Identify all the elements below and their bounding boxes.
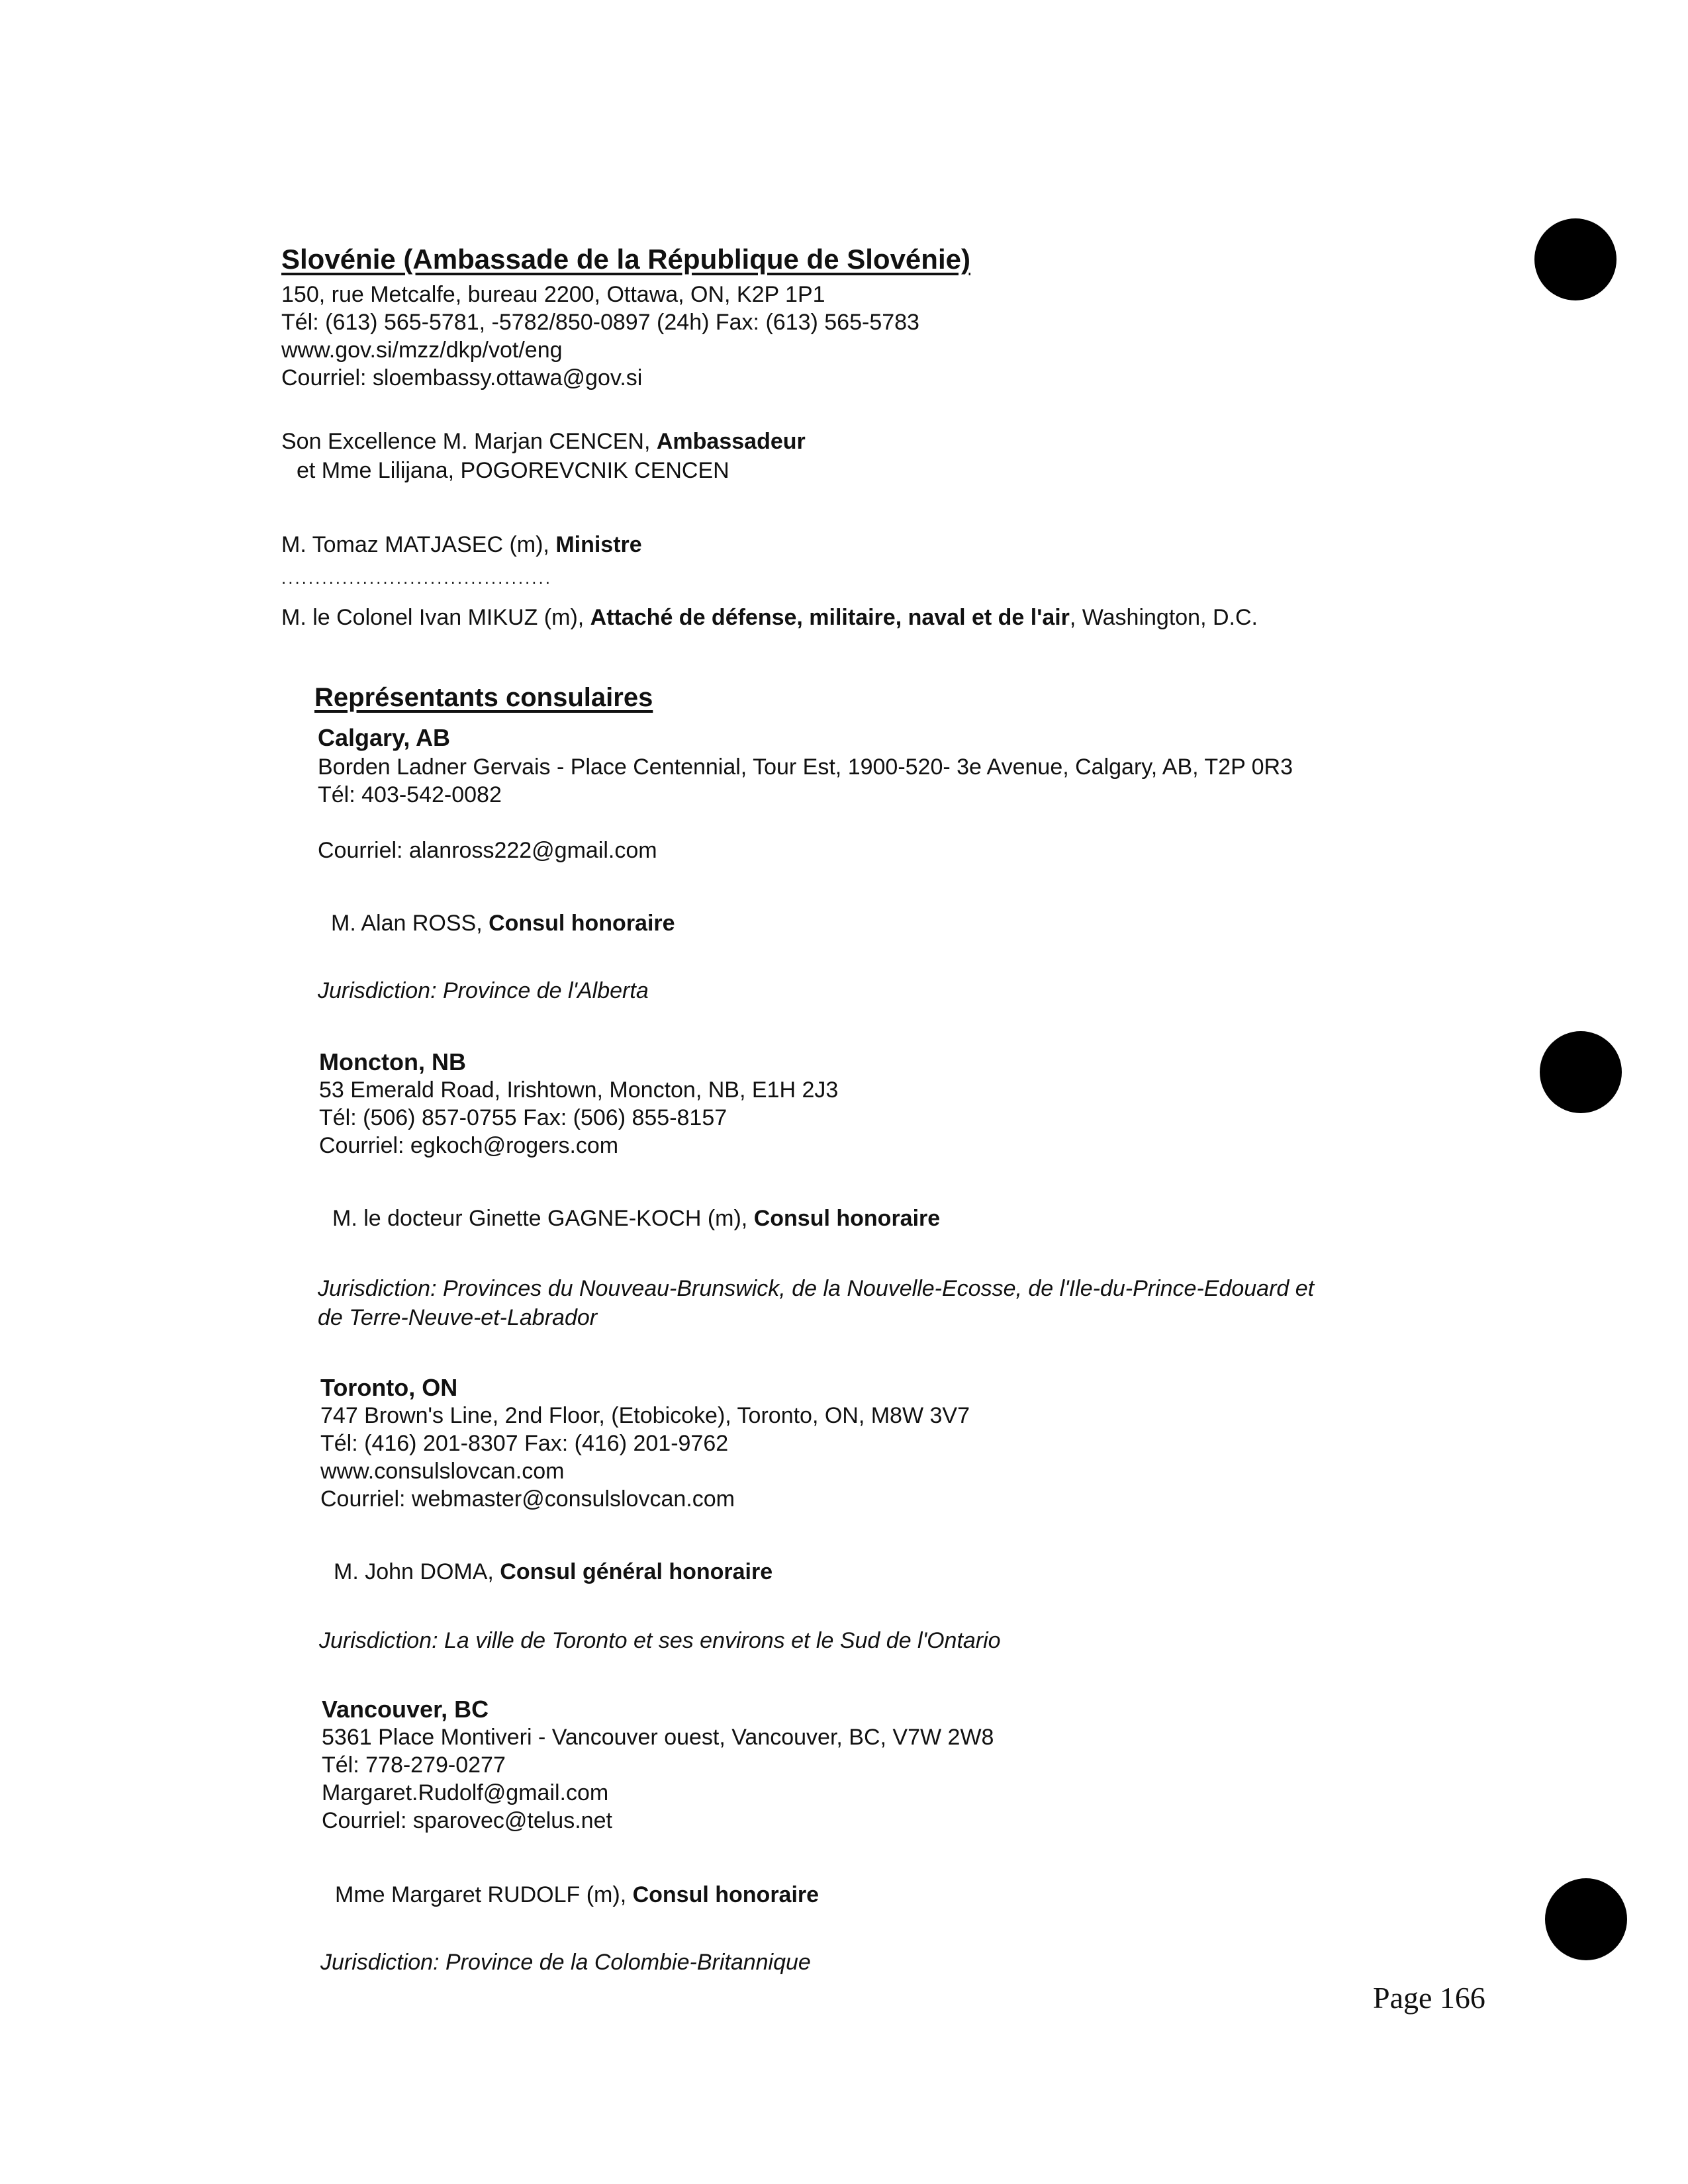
- attache-name: M. le Colonel Ivan MIKUZ (m),: [281, 605, 590, 630]
- embassy-address: 150, rue Metcalfe, bureau 2200, Ottawa, ON, K2P 1P1: [281, 282, 825, 307]
- office-phone: Tél: (416) 201-8307 Fax: (416) 201-9762: [320, 1431, 729, 1456]
- office-email[interactable]: Courriel: alanross222@gmail.com: [318, 838, 657, 863]
- office-email-alt[interactable]: Margaret.Rudolf@gmail.com: [322, 1780, 609, 1805]
- jurisdiction-label: Jurisdiction:: [320, 1950, 445, 1975]
- jurisdiction-continued: de Terre-Neuve-et-Labrador: [318, 1305, 598, 1330]
- jurisdiction-line: [318, 1275, 1314, 1302]
- separator-dots: ........................................: [281, 568, 552, 588]
- office-address: 747 Brown's Line, 2nd Floor, (Etobicoke), Toronto, ON, M8W 3V7: [320, 1403, 970, 1428]
- office-city: Moncton, NB: [319, 1048, 466, 1075]
- office-address: Borden Ladner Gervais - Place Centennial, Tour Est, 1900-520- 3e Avenue, Calgary, AB, T2P 0R3: [318, 754, 1293, 780]
- consul-line: [334, 1558, 773, 1586]
- page-number: Page 166: [1373, 1981, 1485, 2015]
- punch-hole-bottom: [1545, 1878, 1627, 1960]
- jurisdiction-label: Jurisdiction:: [319, 1628, 444, 1653]
- minister-title: Ministre: [555, 532, 642, 557]
- consul-line: [335, 1881, 819, 1909]
- jurisdiction-label: Jurisdiction:: [318, 1276, 443, 1301]
- consul-line: [332, 1205, 940, 1232]
- consular-heading: Représentants consulaires: [314, 683, 653, 712]
- embassy-website[interactable]: www.gov.si/mzz/dkp/vot/eng: [281, 338, 563, 363]
- attache-location: , Washington, D.C.: [1069, 605, 1258, 630]
- consul-name: Mme Margaret RUDOLF (m),: [335, 1882, 633, 1907]
- office-city: Toronto, ON: [320, 1374, 458, 1401]
- minister-line: [281, 531, 642, 559]
- embassy-phone: Tél: (613) 565-5781, -5782/850-0897 (24h) Fax: (613) 565-5783: [281, 310, 919, 335]
- consul-role: Consul général honoraire: [500, 1559, 773, 1584]
- attache-line: [281, 604, 1258, 631]
- minister-name: M. Tomaz MATJASEC (m),: [281, 532, 556, 557]
- ambassador-name: Son Excellence M. Marjan CENCEN,: [281, 429, 657, 454]
- consul-name: M. John DOMA,: [334, 1559, 500, 1584]
- attache-title: Attaché de défense, militaire, naval et de l'air: [590, 605, 1070, 630]
- office-website[interactable]: www.consulslovcan.com: [320, 1459, 565, 1484]
- office-address: 5361 Place Montiveri - Vancouver ouest, Vancouver, BC, V7W 2W8: [322, 1725, 994, 1750]
- office-city: Calgary, AB: [318, 724, 451, 751]
- jurisdiction-line: [320, 1948, 811, 1976]
- jurisdiction-text: Province de la Colombie-Britannique: [445, 1950, 811, 1975]
- punch-hole-middle: [1540, 1031, 1622, 1113]
- office-phone: Tél: (506) 857-0755 Fax: (506) 855-8157: [319, 1105, 727, 1130]
- consul-role: Consul honoraire: [753, 1206, 941, 1231]
- consul-name: M. le docteur Ginette GAGNE-KOCH (m),: [332, 1206, 754, 1231]
- office-phone: Tél: 778-279-0277: [322, 1752, 506, 1778]
- embassy-email[interactable]: Courriel: sloembassy.ottawa@gov.si: [281, 365, 643, 390]
- spouse-line: et Mme Lilijana, POGOREVCNIK CENCEN: [297, 458, 729, 483]
- office-email[interactable]: Courriel: egkoch@rogers.com: [319, 1133, 619, 1158]
- jurisdiction-text: Province de l'Alberta: [442, 978, 649, 1003]
- ambassador-line: [281, 428, 806, 455]
- consul-line: [331, 909, 675, 937]
- jurisdiction-label: Jurisdiction:: [318, 978, 443, 1003]
- office-address: 53 Emerald Road, Irishtown, Moncton, NB, E1H 2J3: [319, 1077, 839, 1103]
- consul-role: Consul honoraire: [632, 1882, 820, 1907]
- jurisdiction-text: Provinces du Nouveau-Brunswick, de la Nouvelle-Ecosse, de l'Ile-du-Prince-Edouard et: [442, 1276, 1315, 1301]
- consul-name: M. Alan ROSS,: [331, 911, 489, 936]
- office-city: Vancouver, BC: [322, 1696, 489, 1723]
- jurisdiction-line: [319, 1627, 1001, 1655]
- office-email[interactable]: Courriel: webmaster@consulslovcan.com: [320, 1486, 735, 1512]
- jurisdiction-text: La ville de Toronto et ses environs et le Sud de l'Ontario: [444, 1628, 1001, 1653]
- embassy-heading: Slovénie (Ambassade de la République de Slovénie): [281, 244, 970, 275]
- ambassador-title: Ambassadeur: [656, 429, 806, 454]
- office-email[interactable]: Courriel: sparovec@telus.net: [322, 1808, 612, 1833]
- office-phone: Tél: 403-542-0082: [318, 782, 502, 807]
- jurisdiction-line: [318, 977, 649, 1005]
- punch-hole-top: [1534, 218, 1617, 300]
- consul-role: Consul honoraire: [489, 911, 675, 936]
